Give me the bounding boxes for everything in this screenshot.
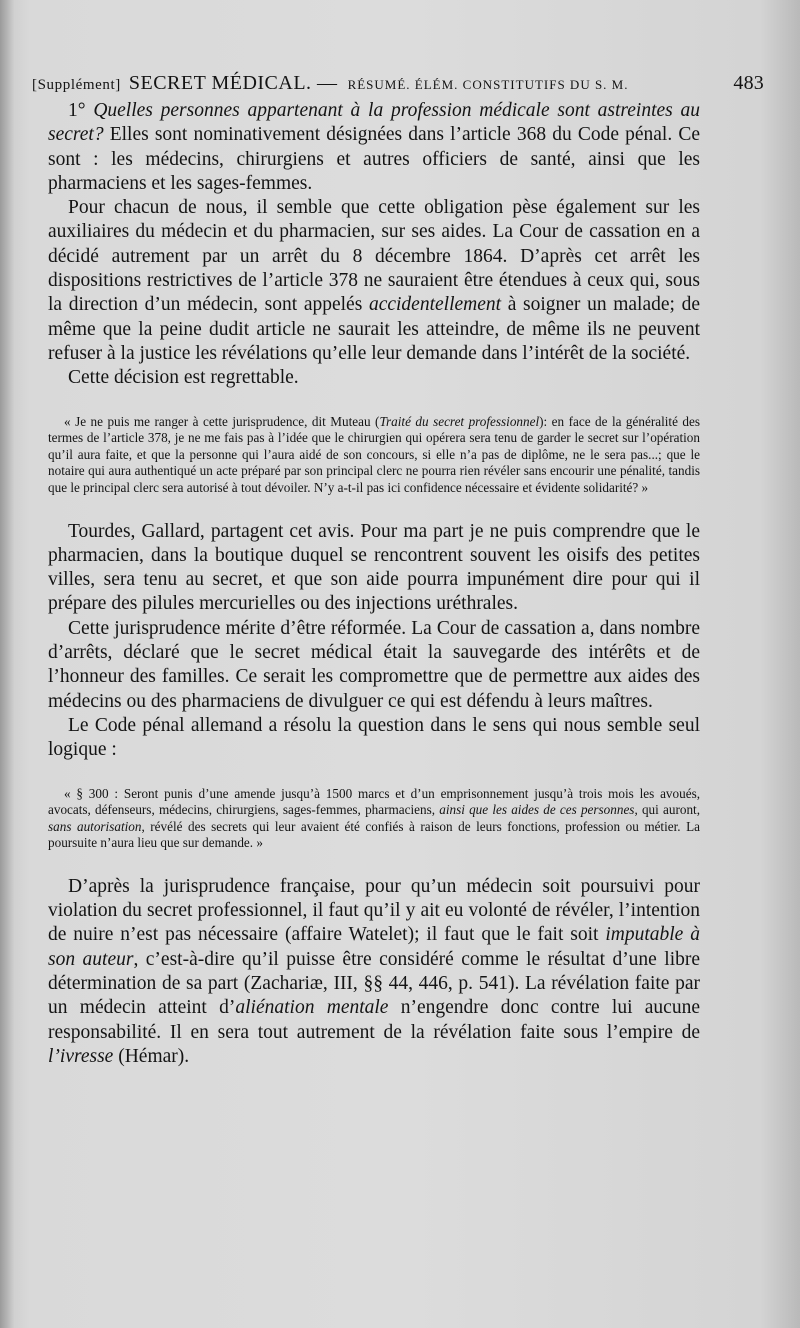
paragraph-7-text-d: (Hémar). [113, 1045, 190, 1067]
header-subtitle: RÉSUMÉ. ÉLÉM. CONSTITUTIFS DU S. M. [347, 77, 629, 92]
paragraph-5: Cette jurisprudence mérite d’être réformée. La Cour de cassation a, dans nombre d’arrêts, déclaré que le secret médical était la sauvegarde des intérêts et de l’honneur des familles. Ce serait les compromettre que de permettre aux aides des médecins ou des pharmaciens de divulguer ce qui est défendu à leurs maîtres. [48, 617, 700, 712]
paragraph-4: Tourdes, Gallard, partagent cet avis. Pour ma part je ne puis comprendre que le pharmacien, dans la boutique duquel se rencontrent souvent les oisifs des petites villes, sera tenu au secret, et que son aide pourra impunément dire pour qui il prépare des pilules mercurielles ou des injections uréthrales. [48, 520, 700, 615]
paragraph-7 [48, 875, 700, 1069]
paragraph-7-emphasis-1: imputable à son auteur [48, 924, 700, 970]
quote-2-emphasis-2: sans autorisation [48, 818, 142, 834]
quote-2-emphasis-1: ainsi que les aides de ces personnes [439, 802, 635, 818]
paragraph-6: Le Code pénal allemand a résolu la question dans le sens qui nous semble seul logique : [48, 714, 700, 761]
paragraph-3: Cette décision est regrettable. [68, 367, 299, 389]
quotation-muteau [48, 414, 700, 497]
page-number: 483 [733, 72, 764, 94]
paragraph-2-text-b: à soigner un malade; de même que la peine dudit article ne saurait les atteindre, de même ils ne peuvent refuser à la justice les révélations qu’elle leur demande dans l’intérêt de la société. [48, 294, 701, 364]
quote-2-text-a: « § 300 : Seront punis d’une amende jusqu’à 1500 marcs et d’un emprisonnement jusqu’à trois mois les avoués, avocats, défenseurs, médecins, chirurgiens, sages-femmes, pharmaciens, [48, 785, 700, 818]
page-gutter-shadow [0, 0, 14, 1328]
paragraph-1-number: 1° [68, 100, 94, 121]
paragraph-2 [48, 196, 700, 366]
header-section: [Supplément] [32, 77, 121, 93]
quote-2-text-b: , qui auront, [634, 802, 700, 818]
quote-1-text-a: « Je ne puis me ranger à cette jurisprudence, dit Muteau ( [64, 413, 380, 429]
running-header [32, 72, 764, 95]
paragraph-7-text-c: n’engendre donc contre lui aucune responsabilité. Il en sera tout autrement de la révélation faite sous l’empire de [48, 997, 700, 1043]
paragraph-2-emphasis: accidentellement [368, 294, 502, 316]
page-body [48, 99, 700, 1069]
quote-2-text-c: , révélé des secrets qui leur avaient été confiés à raison de leurs fonctions, profession ou métier. La poursuite n’aura lieu que sur demande. » [48, 818, 700, 851]
paragraph-7-emphasis-3: l’ivresse [48, 1045, 114, 1067]
quotation-code-penal [48, 786, 700, 852]
paragraph-1-question: Quelles personnes appartenant à la profession médicale sont astreintes au secret? [48, 100, 700, 146]
paragraph-7-text-b: , c’est-à-dire qu’il puisse être considéré comme le résultat d’une libre détermination de sa part (Zachariæ, III, §§ 44, 446, p. 541). La révélation faite par un médecin atteint d’ [48, 948, 701, 1019]
quote-1-text-b: ): en face de la généralité des termes de l’article 378, je ne me fais pas à l’idée que le chirurgien qui opérera sera tenu de garder le secret sur l’opération qu’il aura faite, et que la personne qui l’aura aidé de son concours, si elle n’a pas de diplôme, ne le sera pas...; que le notaire qui aura authentiqué un acte préparé par son principal clerc ne pourra rien révéler sans encourir une pénalité, tandis que le principal clerc sera autorisé à tout dévoiler. N’y a-t-il pas ici confidence nécessaire et évidente solidarité? » [48, 413, 700, 495]
paragraph-7-emphasis-2: aliénation mentale [235, 997, 389, 1019]
paragraph-2-text-a: Pour chacun de nous, il semble que cette obligation pèse également sur les auxiliaires du médecin et du pharmacien, sur ses aides. La Cour de cassation en a décidé autrement par un arrêt du 8 décembre 1864. D’après cet arrêt les dispositions restrictives de l’article 378 ne sauraient être étendues à ceux qui, sous la direction d’un médecin, sont appelés [48, 197, 700, 316]
paragraph-1 [48, 99, 700, 196]
quote-1-book-title: Traité du secret professionnel [379, 413, 540, 429]
header-title: SECRET MÉDICAL. — [128, 72, 338, 94]
paragraph-1-text: Elles sont nominativement désignées dans l’article 368 du Code pénal. Ce sont : les médecins, chirurgiens et autres officiers de santé, ainsi que les pharmaciens et les sages-femmes. [48, 124, 700, 194]
paragraph-7-text-a: D’après la jurisprudence française, pour qu’un médecin soit poursuivi pour violation du secret professionnel, il faut qu’il y ait eu volonté de révéler, l’intention de nuire n’est pas nécessaire (affaire Watelet); il faut que le fait soit [48, 875, 700, 946]
